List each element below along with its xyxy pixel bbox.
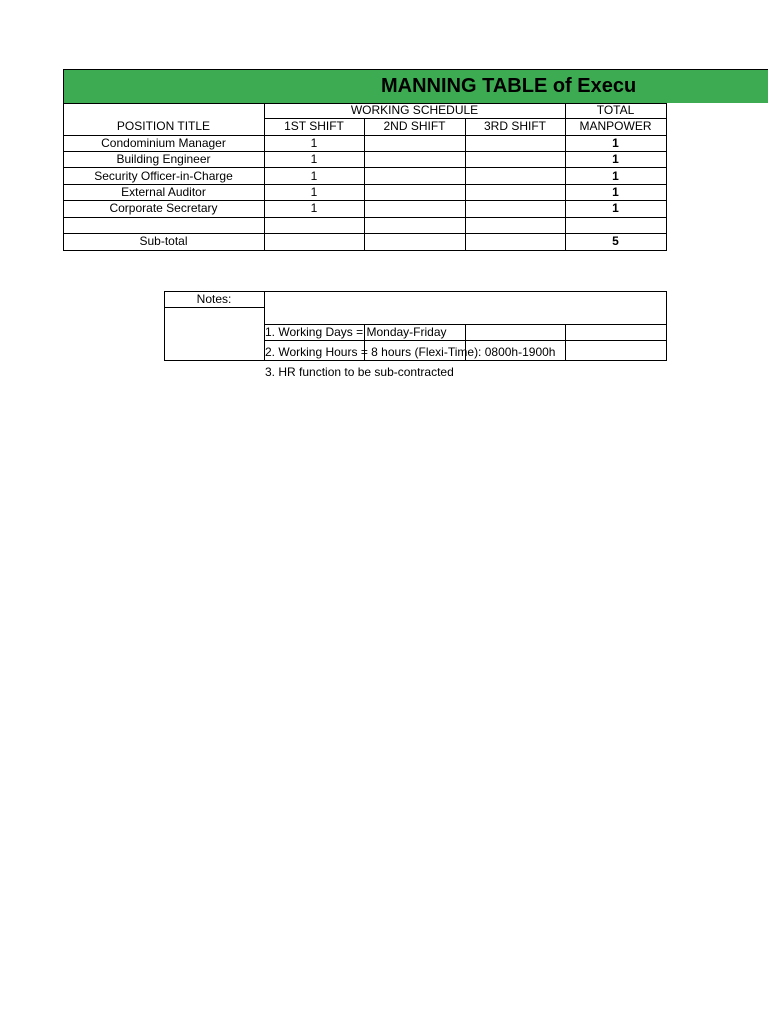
header-position-title: POSITION TITLE xyxy=(116,119,211,133)
row-position: Corporate Secretary xyxy=(109,201,218,215)
header-manpower: MANPOWER xyxy=(579,119,652,133)
header-2nd-shift: 2ND SHIFT xyxy=(383,119,446,133)
header-total: TOTAL xyxy=(596,103,635,117)
row-shift1: 1 xyxy=(310,185,318,199)
row-shift1: 1 xyxy=(310,201,318,215)
row-position: Condominium Manager xyxy=(101,136,226,150)
note-item: 2. Working Hours = 8 hours (Flexi-Time): 0800h-1900h xyxy=(265,345,556,359)
subtotal-total: 5 xyxy=(612,234,619,248)
row-shift1: 1 xyxy=(310,136,318,150)
header-3rd-shift: 3RD SHIFT xyxy=(483,119,546,133)
row-position: Building Engineer xyxy=(116,152,211,166)
row-total: 1 xyxy=(612,136,619,150)
row-position: Security Officer-in-Charge xyxy=(94,169,233,183)
row-shift1: 1 xyxy=(310,169,318,183)
row-total: 1 xyxy=(612,152,619,166)
row-total: 1 xyxy=(612,185,619,199)
row-total: 1 xyxy=(612,201,619,215)
row-shift1: 1 xyxy=(310,152,318,166)
subtotal-label: Sub-total xyxy=(139,234,188,248)
row-position: External Auditor xyxy=(121,185,206,199)
header-1st-shift: 1ST SHIFT xyxy=(284,119,344,133)
header-working-schedule: WORKING SCHEDULE xyxy=(350,103,479,117)
page-title: MANNING TABLE of Execu xyxy=(381,75,637,97)
note-item: 1. Working Days = Monday-Friday xyxy=(265,325,447,339)
notes-label: Notes: xyxy=(196,292,232,306)
row-total: 1 xyxy=(612,169,619,183)
note-item: 3. HR function to be sub-contracted xyxy=(265,365,454,379)
